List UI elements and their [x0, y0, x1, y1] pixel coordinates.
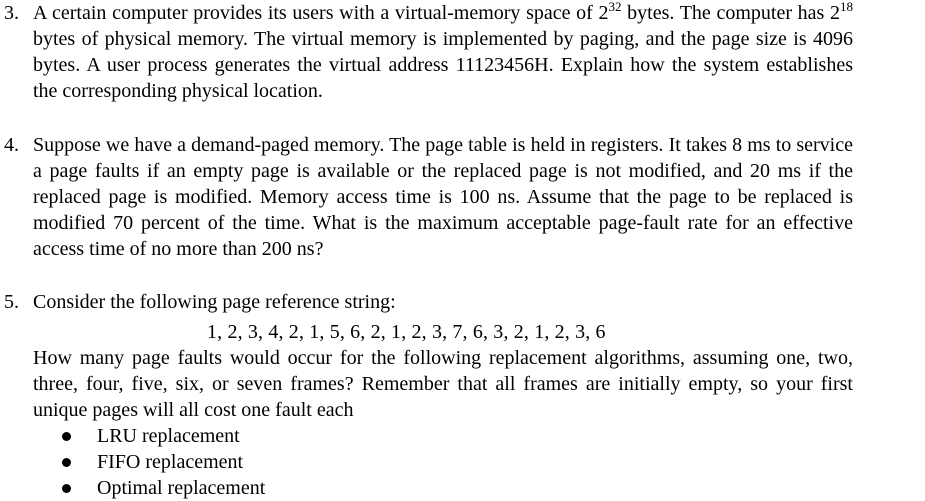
bullet-icon	[62, 484, 71, 493]
list-item	[0, 423, 265, 449]
question-3-number: 3.	[4, 2, 19, 24]
page-reference-string: 1, 2, 3, 4, 2, 1, 5, 6, 2, 1, 2, 3, 7, 6, 3, 2, 1, 2, 3, 6	[207, 321, 606, 343]
question-5-body: How many page faults would occur for the following replacement algorithms, assuming one, two, three, four, five, six, or seven frames? Remember that all frames are initially empty, so your first unique pages will all cost one fault each	[33, 347, 853, 421]
virtual-memory-exponent: 32	[608, 0, 622, 14]
bullet-label-lru: LRU replacement	[97, 425, 240, 447]
question-4-number: 4.	[4, 134, 19, 156]
question-4-text: Suppose we have a demand-paged memory. The page table is held in registers. It takes 8 ms to service a page faults if an empty page is available or the replaced page is not modified, and 20 ms if the replaced page is modified. Memory access time is 100 ns. Assume that the page to be replaced is modified 70 percent of the time. What is the maximum acceptable page-fault rate for an effective access time of no more than 200 ns?	[33, 134, 853, 260]
bullet-label-fifo: FIFO replacement	[97, 451, 244, 473]
question-5-intro: Consider the following page reference string:	[33, 291, 396, 313]
bullet-label-optimal: Optimal replacement	[97, 477, 266, 499]
question-3-text-a: A certain computer provides its users with a virtual-memory space of 2	[33, 2, 609, 24]
replacement-algorithm-list	[0, 423, 265, 501]
question-3	[0, 0, 853, 104]
question-3-text-b: bytes. The computer has 2	[621, 2, 840, 24]
question-3-text	[33, 0, 853, 104]
question-5-number: 5.	[4, 291, 19, 313]
question-4	[0, 132, 853, 262]
physical-memory-exponent: 18	[840, 0, 853, 14]
list-item	[0, 449, 265, 475]
question-5-intro-row	[0, 289, 396, 315]
question-3-text-c: bytes of physical memory. The virtual memory is implemented by paging, and the page size is 4096 bytes. A user process generates the virtual address 11123456H. Explain how the system establishes the corresponding physical location.	[33, 28, 853, 102]
bullet-icon	[62, 458, 71, 467]
list-item	[0, 475, 265, 501]
bullet-icon	[62, 432, 71, 441]
